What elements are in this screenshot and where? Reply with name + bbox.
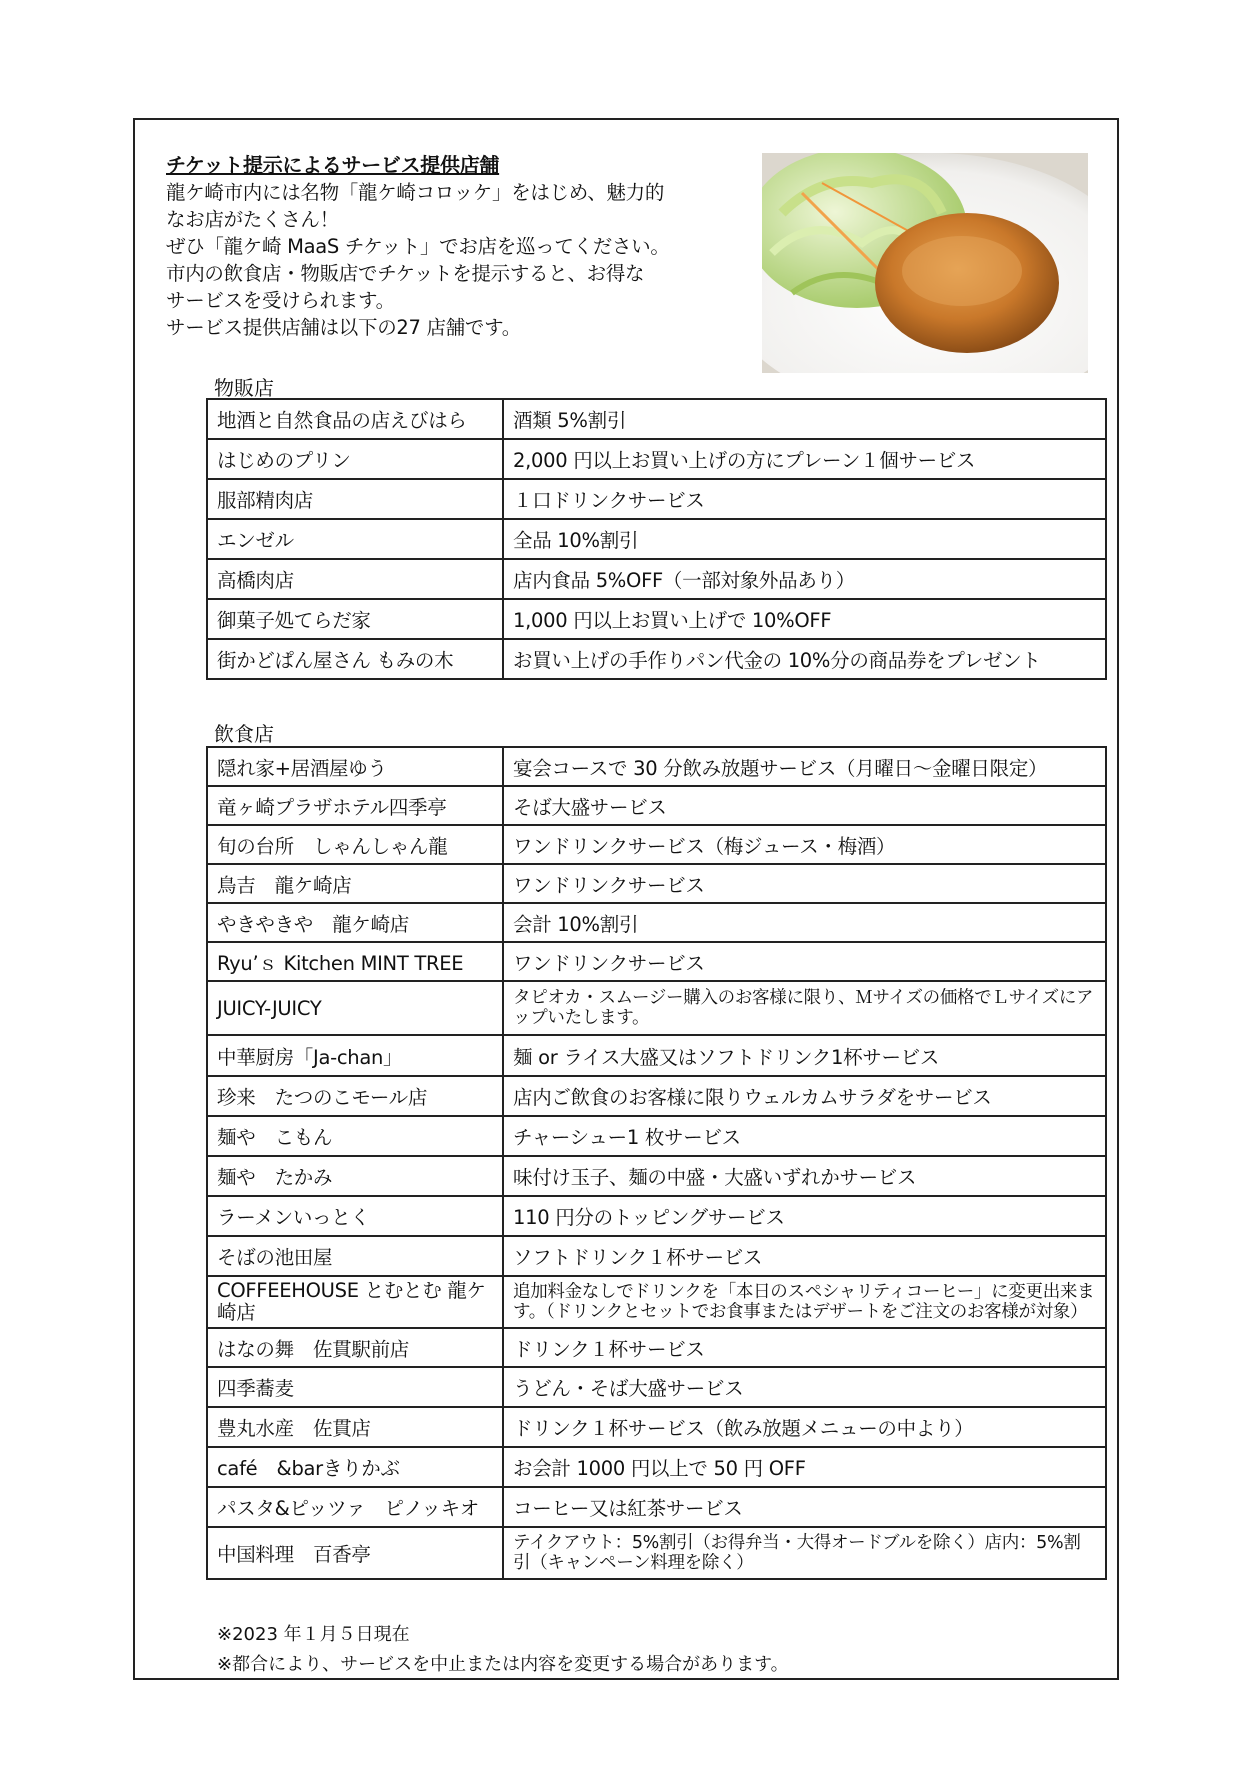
- store-name: 旬の台所 しゃんしゃん龍: [207, 825, 503, 864]
- table-row: [207, 1236, 1106, 1276]
- store-name: はなの舞 佐貫駅前店: [207, 1328, 503, 1367]
- store-name: 珍来 たつのこモール店: [207, 1076, 503, 1116]
- table-row: [207, 399, 1106, 439]
- store-name: 麺や こもん: [207, 1116, 503, 1156]
- table-row: [207, 639, 1106, 679]
- table-row: [207, 1328, 1106, 1367]
- service-description: うどん・そば大盛サービス: [503, 1367, 1106, 1407]
- table-row: [207, 439, 1106, 479]
- table-row: [207, 903, 1106, 942]
- service-description: ワンドリンクサービス（梅ジュース・梅酒）: [503, 825, 1106, 864]
- service-description: お買い上げの手作りパン代金の 10%分の商品券をプレゼント: [503, 639, 1106, 679]
- table-row: [207, 1116, 1106, 1156]
- intro-line: サービスを受けられます。: [166, 289, 395, 312]
- table-row: [207, 479, 1106, 519]
- service-description: お会計 1000 円以上で 50 円 OFF: [503, 1447, 1106, 1487]
- store-name: パスタ&ピッツァ ピノッキオ: [207, 1487, 503, 1527]
- store-name: 中国料理 百香亭: [207, 1527, 503, 1579]
- intro-line: ぜひ「龍ケ崎 MaaS チケット」でお店を巡ってください。: [166, 235, 670, 258]
- disclaimer-note: ※都合により、サービスを中止または内容を変更する場合があります。: [217, 1654, 789, 1675]
- store-name: 中華厨房「Ja-chan」: [207, 1035, 503, 1076]
- table-row: [207, 786, 1106, 825]
- service-description: 味付け玉子、麺の中盛・大盛いずれかサービス: [503, 1156, 1106, 1196]
- store-name: 四季蕎麦: [207, 1367, 503, 1407]
- service-description: 酒類 5%割引: [503, 399, 1106, 439]
- service-description: 全品 10%割引: [503, 519, 1106, 559]
- table-row: [207, 864, 1106, 903]
- intro-line: 龍ケ崎市内には名物「龍ケ崎コロッケ」をはじめ、魅力的: [166, 181, 665, 204]
- intro-line: なお店がたくさん！: [166, 208, 339, 231]
- service-description: テイクアウト：5%割引（お得弁当・大得オードブルを除く）店内：5%割引（キャンペーン料理を除く）: [503, 1527, 1106, 1579]
- store-name: 街かどぱん屋さん もみの木: [207, 639, 503, 679]
- store-name: 鳥吉 龍ケ崎店: [207, 864, 503, 903]
- service-description: 店内食品 5%OFF（一部対象外品あり）: [503, 559, 1106, 599]
- service-description: 会計 10%割引: [503, 903, 1106, 942]
- store-name: 服部精肉店: [207, 479, 503, 519]
- table-row: [207, 1447, 1106, 1487]
- store-name: はじめのプリン: [207, 439, 503, 479]
- service-description: チャーシュー1 枚サービス: [503, 1116, 1106, 1156]
- intro-line: 市内の飲食店・物販店でチケットを提示すると、お得な: [166, 262, 645, 285]
- footnotes: [217, 1620, 789, 1680]
- store-name: 高橋肉店: [207, 559, 503, 599]
- store-name: やきやきや 龍ケ崎店: [207, 903, 503, 942]
- service-description: ソフトドリンク１杯サービス: [503, 1236, 1106, 1276]
- service-description: ドリンク１杯サービス（飲み放題メニューの中より）: [503, 1407, 1106, 1447]
- table-row: [207, 1407, 1106, 1447]
- table-row: [207, 1156, 1106, 1196]
- service-description: ワンドリンクサービス: [503, 864, 1106, 903]
- store-name: 豊丸水産 佐貫店: [207, 1407, 503, 1447]
- store-name: Ryu’ｓ Kitchen MINT TREE: [207, 942, 503, 981]
- service-description: 2,000 円以上お買い上げの方にプレーン１個サービス: [503, 439, 1106, 479]
- service-description: 1,000 円以上お買い上げで 10%OFF: [503, 599, 1106, 639]
- service-description: コーヒー又は紅茶サービス: [503, 1487, 1106, 1527]
- store-name: 地酒と自然食品の店えびはら: [207, 399, 503, 439]
- table-row: [207, 1367, 1106, 1407]
- table-row: [207, 1196, 1106, 1236]
- service-description: 麺 or ライス大盛又はソフトドリンク1杯サービス: [503, 1035, 1106, 1076]
- table-row: [207, 1035, 1106, 1076]
- table-row: [207, 1527, 1106, 1579]
- table-row: [207, 1276, 1106, 1328]
- table-row: [207, 825, 1106, 864]
- store-name: ラーメンいっとく: [207, 1196, 503, 1236]
- table-row: [207, 1076, 1106, 1116]
- retail-section-label: 物販店: [214, 376, 274, 400]
- intro-block: [166, 152, 726, 341]
- service-description: 110 円分のトッピングサービス: [503, 1196, 1106, 1236]
- table-row: [207, 942, 1106, 981]
- intro-line: サービス提供店舗は以下の27 店舗です。: [166, 316, 521, 339]
- table-row: [207, 519, 1106, 559]
- intro-title: チケット提示によるサービス提供店舗: [166, 153, 500, 177]
- table-row: [207, 981, 1106, 1035]
- table-row: [207, 747, 1106, 786]
- store-name: エンゼル: [207, 519, 503, 559]
- store-name: 竜ヶ崎プラザホテル四季亭: [207, 786, 503, 825]
- service-description: 店内ご飲食のお客様に限りウェルカムサラダをサービス: [503, 1076, 1106, 1116]
- table-row: [207, 559, 1106, 599]
- service-description: 宴会コースで 30 分飲み放題サービス（月曜日～金曜日限定）: [503, 747, 1106, 786]
- table-row: [207, 1487, 1106, 1527]
- service-description: 追加料金なしでドリンクを「本日のスペシャリティコーヒー」に変更出来ます。（ドリンクとセットでお食事またはデザートをご注文のお客様が対象）: [503, 1276, 1106, 1328]
- store-name: COFFEEHOUSE とむとむ 龍ケ崎店: [207, 1276, 503, 1328]
- service-description: タピオカ・スムージー購入のお客様に限り、Ｍサイズの価格でＬサイズにアップいたします。: [503, 981, 1106, 1035]
- restaurant-section-label: 飲食店: [214, 722, 274, 746]
- store-name: 麺や たかみ: [207, 1156, 503, 1196]
- store-name: JUICY-JUICY: [207, 981, 503, 1035]
- store-name: 御菓子処てらだ家: [207, 599, 503, 639]
- croquette-photo: [762, 153, 1088, 373]
- store-name: café &barきりかぶ: [207, 1447, 503, 1487]
- table-row: [207, 599, 1106, 639]
- store-name: そばの池田屋: [207, 1236, 503, 1276]
- service-description: ワンドリンクサービス: [503, 942, 1106, 981]
- restaurant-table: [206, 746, 1107, 1580]
- date-note: ※2023 年１月５日現在: [217, 1624, 410, 1645]
- store-name: 隠れ家+居酒屋ゆう: [207, 747, 503, 786]
- service-description: ドリンク１杯サービス: [503, 1328, 1106, 1367]
- service-description: １口ドリンクサービス: [503, 479, 1106, 519]
- service-description: そば大盛サービス: [503, 786, 1106, 825]
- croquette-illustration: [762, 153, 1088, 373]
- retail-table: [206, 398, 1107, 680]
